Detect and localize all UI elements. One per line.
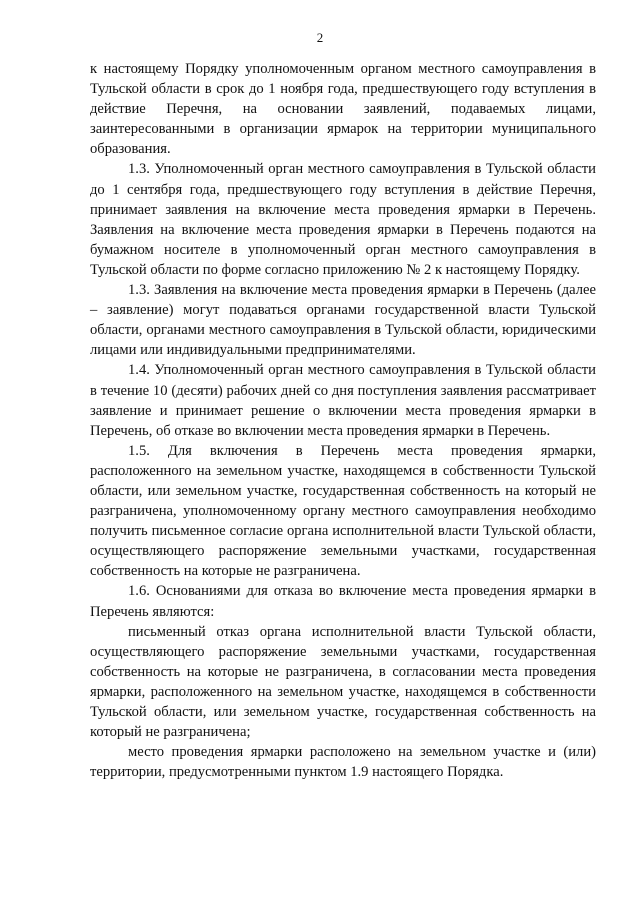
list-item-restricted-territory: место проведения ярмарки расположено на земельном участке и (или) территории, предусмотренными пунктом 1.9 настоящего Порядка.: [90, 744, 596, 781]
paragraph-1-3-applications-acceptance: 1.3. Уполномоченный орган местного самоуправления в Тульской области до 1 сентября года, предшествующего году вступления в действие Перечня, принимает заявления на включение места проведения ярмарки в Перечень. Заявления на включение места проведения ярмарки в Перечень подаются на бумажном носителе в уполномоченный орган местного самоуправления в Тульской области по форме согласно приложению № 2 к настоящему Порядку.: [90, 161, 596, 278]
paragraph-continuation: к настоящему Порядку уполномоченным органом местного самоуправления в Тульской области в срок до 1 ноября года, предшествующего году вступления в действие Перечня, на основании заявлений, подаваемых лицами, заинтересованными в организации ярмарок на территории муниципального образования.: [90, 61, 596, 158]
paragraph-1-5-consent: 1.5. Для включения в Перечень места проведения ярмарки, расположенного на земельном участке, находящемся в собственности Тульской области, или земельном участке, государственная собственность на который не разграничена, уполномоченному органу местного самоуправления необходимо получить письменное согласие органа исполнительной власти Тульской области, осуществляющего распоряжение земельными участками, государственная собственность на которые не разграничена.: [90, 442, 596, 580]
list-item-written-refusal: письменный отказ органа исполнительной власти Тульской области, осуществляющего распоряжение земельными участками, государственная собственность на которые не разграничена, в согласовании места проведения ярмарки, расположенного на земельном участке, находящемся в собственности Тульской области, или земельном участке, государственная собственность на который не разграничена;: [90, 623, 596, 741]
paragraph-1-6-refusal-grounds: 1.6. Основаниями для отказа во включение места проведения ярмарки в Перечень являются:: [90, 583, 596, 620]
page-number: 2: [316, 30, 324, 45]
paragraph-1-3-applicants: 1.3. Заявления на включение места проведения ярмарки в Перечень (далее – заявление) могут подаваться органами государственной власти Тульской области, органами местного самоуправления в Тульской области, юридическими лицами или индивидуальными предпринимателями.: [90, 282, 596, 359]
paragraph-1-4-review: 1.4. Уполномоченный орган местного самоуправления в Тульской области в течение 10 (десяти) рабочих дней со дня поступления заявления рассматривает заявление и принимает решение о включении места проведения ярмарки в Перечень, об отказе во включении места проведения ярмарки в Перечень.: [90, 362, 596, 439]
document-body: [90, 59, 596, 782]
